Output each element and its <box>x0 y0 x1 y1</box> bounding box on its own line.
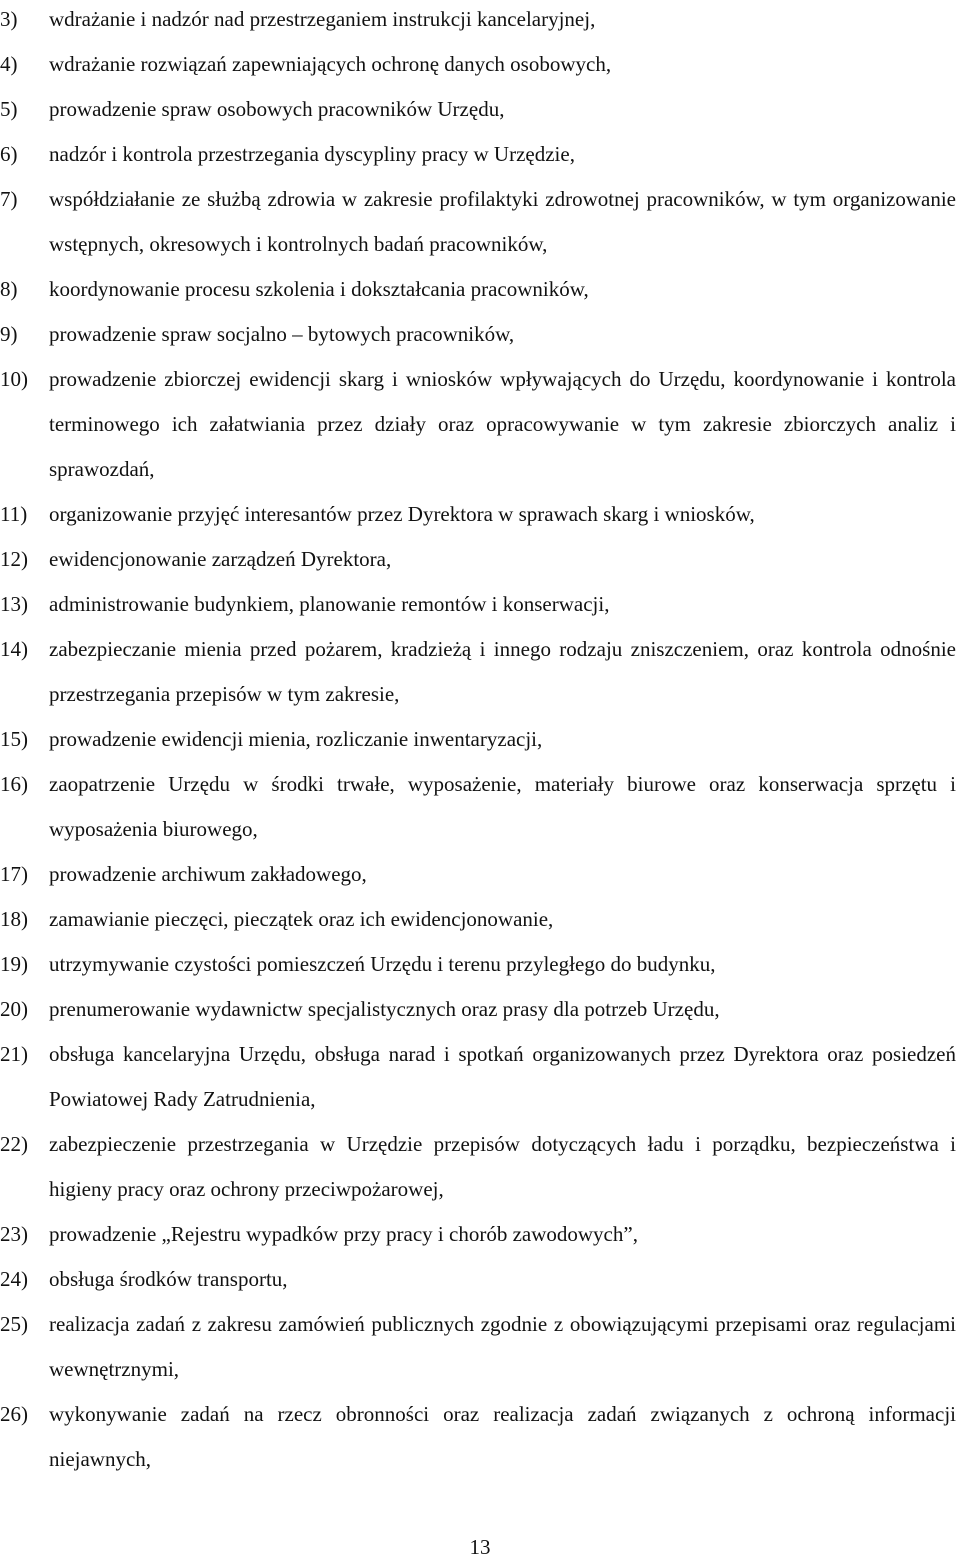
list-item <box>0 582 960 627</box>
list-item <box>0 1122 960 1212</box>
list-item <box>0 762 960 852</box>
list-item <box>0 1032 960 1122</box>
list-item <box>0 132 960 177</box>
list-item <box>0 852 960 897</box>
item-number: 3) <box>0 7 18 31</box>
list-item <box>0 177 960 267</box>
item-number: 26) <box>0 1402 28 1426</box>
item-number: 17) <box>0 862 28 886</box>
item-text: organizowanie przyjęć interesantów przez Dyrektora w sprawach skarg i wniosków, <box>49 502 755 526</box>
list-item <box>0 312 960 357</box>
list-item <box>0 492 960 537</box>
item-number: 11) <box>0 502 28 526</box>
item-text: administrowanie budynkiem, planowanie remontów i konserwacji, <box>49 592 610 616</box>
item-number: 4) <box>0 52 18 76</box>
item-text: współdziałanie ze służbą zdrowia w zakresie profilaktyki zdrowotnej pracowników, w tym organizowanie wstępnych, okresowych i kontrolnych badań pracowników, <box>49 187 956 256</box>
item-text: prowadzenie zbiorczej ewidencji skarg i wniosków wpływających do Urzędu, koordynowanie i kontrola terminowego ich załatwiania przez działy oraz opracowywanie w tym zakresie zbiorczych analiz i sprawozdań, <box>49 367 956 481</box>
list-item <box>0 1212 960 1257</box>
list-item <box>0 987 960 1032</box>
item-number: 24) <box>0 1267 28 1291</box>
item-text: obsługa środków transportu, <box>49 1267 288 1291</box>
item-text: zabezpieczanie mienia przed pożarem, kradzieżą i innego rodzaju zniszczeniem, oraz kontrola odnośnie przestrzegania przepisów w tym zakresie, <box>49 637 956 706</box>
list-item <box>0 42 960 87</box>
list-item <box>0 357 960 492</box>
item-text: prowadzenie spraw osobowych pracowników Urzędu, <box>49 97 505 121</box>
item-number: 10) <box>0 367 28 391</box>
item-number: 5) <box>0 97 18 121</box>
item-text: zaopatrzenie Urzędu w środki trwałe, wyposażenie, materiały biurowe oraz konserwacja sprzętu i wyposażenia biurowego, <box>49 772 956 841</box>
item-text: prowadzenie archiwum zakładowego, <box>49 862 367 886</box>
item-text: prenumerowanie wydawnictw specjalistycznych oraz prasy dla potrzeb Urzędu, <box>49 997 720 1021</box>
item-number: 9) <box>0 322 18 346</box>
item-text: utrzymywanie czystości pomieszczeń Urzędu i terenu przyległego do budynku, <box>49 952 716 976</box>
item-text: wdrażanie rozwiązań zapewniających ochronę danych osobowych, <box>49 52 612 76</box>
item-number: 6) <box>0 142 18 166</box>
item-text: obsługa kancelaryjna Urzędu, obsługa narad i spotkań organizowanych przez Dyrektora oraz posiedzeń Powiatowej Rady Zatrudnienia, <box>49 1042 956 1111</box>
item-number: 8) <box>0 277 18 301</box>
item-number: 13) <box>0 592 28 616</box>
item-number: 18) <box>0 907 28 931</box>
item-number: 21) <box>0 1042 28 1066</box>
item-text: prowadzenie ewidencji mienia, rozliczanie inwentaryzacji, <box>49 727 543 751</box>
list-item <box>0 942 960 987</box>
list-item <box>0 1302 960 1392</box>
item-text: nadzór i kontrola przestrzegania dyscypliny pracy w Urzędzie, <box>49 142 575 166</box>
list-item <box>0 0 960 42</box>
item-text: koordynowanie procesu szkolenia i dokształcania pracowników, <box>49 277 589 301</box>
item-text: zamawianie pieczęci, pieczątek oraz ich ewidencjonowanie, <box>49 907 554 931</box>
item-number: 23) <box>0 1222 28 1246</box>
list-item <box>0 897 960 942</box>
item-text: ewidencjonowanie zarządzeń Dyrektora, <box>49 547 392 571</box>
item-number: 7) <box>0 187 18 211</box>
item-text: prowadzenie „Rejestru wypadków przy pracy i chorób zawodowych”, <box>49 1222 638 1246</box>
item-number: 15) <box>0 727 28 751</box>
list-item <box>0 717 960 762</box>
item-text: prowadzenie spraw socjalno – bytowych pracowników, <box>49 322 515 346</box>
item-text: realizacja zadań z zakresu zamówień publicznych zgodnie z obowiązującymi przepisami oraz regulacjami wewnętrznymi, <box>49 1312 956 1381</box>
item-text: wykonywanie zadań na rzecz obronności oraz realizacja zadań związanych z ochroną informacji niejawnych, <box>49 1402 956 1471</box>
list-item <box>0 267 960 312</box>
list-item <box>0 1392 960 1482</box>
item-text: zabezpieczenie przestrzegania w Urzędzie przepisów dotyczących ładu i porządku, bezpieczeństwa i higieny pracy oraz ochrony przeciwpożarowej, <box>49 1132 956 1201</box>
page-number: 13 <box>469 1535 491 1559</box>
item-number: 25) <box>0 1312 28 1336</box>
list-item <box>0 87 960 132</box>
list-item <box>0 537 960 582</box>
item-number: 22) <box>0 1132 28 1156</box>
item-number: 20) <box>0 997 28 1021</box>
item-number: 19) <box>0 952 28 976</box>
item-text: wdrażanie i nadzór nad przestrzeganiem instrukcji kancelaryjnej, <box>49 7 596 31</box>
list-item <box>0 1257 960 1302</box>
item-number: 16) <box>0 772 28 796</box>
item-number: 12) <box>0 547 28 571</box>
item-number: 14) <box>0 637 28 661</box>
list-item <box>0 627 960 717</box>
